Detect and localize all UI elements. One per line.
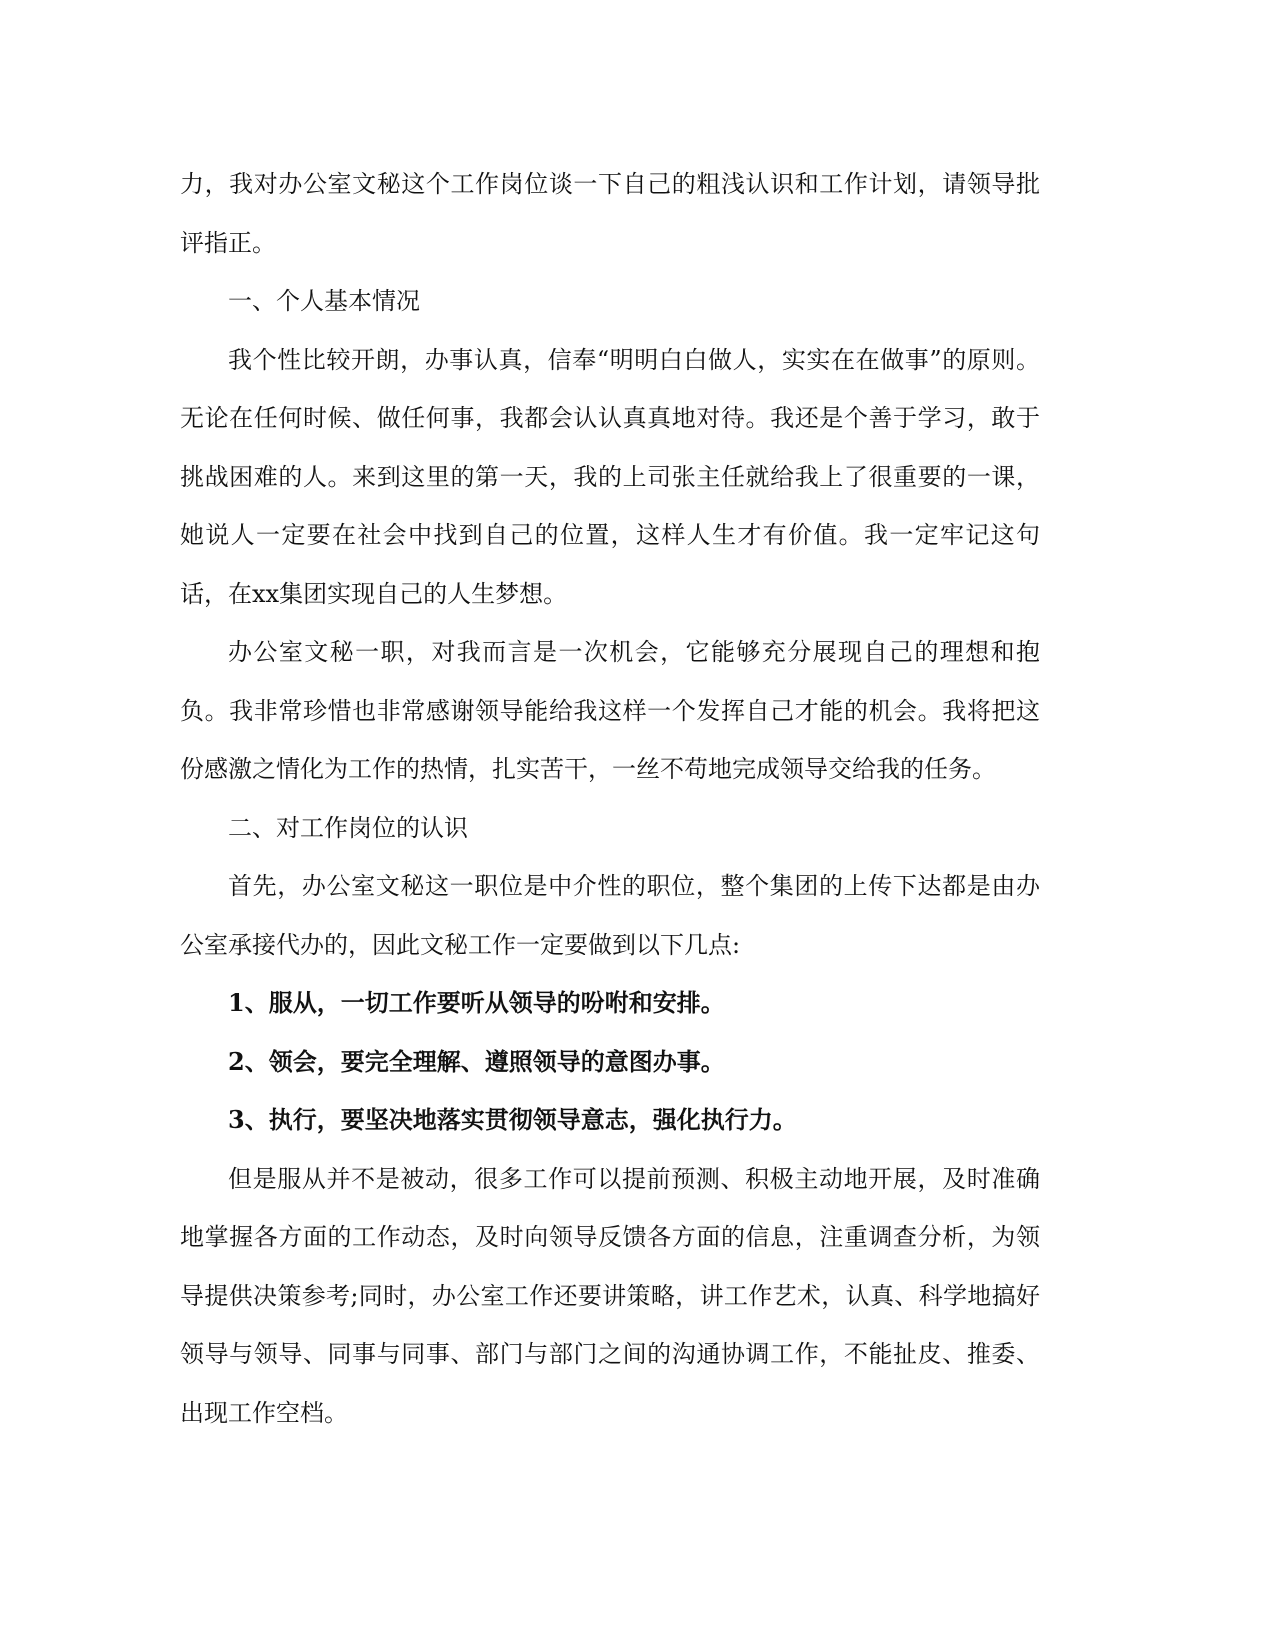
document-page: [180, 155, 1040, 1442]
section-heading-personal-info: 一、个人基本情况: [228, 287, 420, 315]
point-obey: 1、服从，一切工作要听从领导的吩咐和安排。: [228, 988, 725, 1017]
paragraph-personality: 我个性比较开朗，办事认真，信奉“明明白白做人，实实在在做事”的原则。无论在任何时候、做任何事，我都会认认真真地对待。我还是个善于学习，敢于挑战困难的人。来到这里的第一天，我的上司张主任就给我上了很重要的一课，她说人一定要在社会中找到自己的位置，这样人生才有价值。我一定牢记这句话，在xx集团实现自己的人生梦想。: [180, 345, 1040, 608]
paragraph-opportunity: 办公室文秘一职，对我而言是一次机会，它能够充分展现自己的理想和抱负。我非常珍惜也非常感谢领导能给我这样一个发挥自己才能的机会。我将把这份感激之情化为工作的热情，扎实苦干，一丝不苟地完成领导交给我的任务。: [180, 638, 1040, 783]
paragraph-proactive-work: 但是服从并不是被动，很多工作可以提前预测、积极主动地开展，及时准确地掌握各方面的工作动态，及时向领导反馈各方面的信息，注重调查分析，为领导提供决策参考;同时，办公室工作还要讲策略，讲工作艺术，认真、科学地搞好领导与领导、同事与同事、部门与部门之间的沟通协调工作，不能扯皮、推委、出现工作空档。: [180, 1164, 1040, 1427]
point-execute: 3、执行，要坚决地落实贯彻领导意志，强化执行力。: [228, 1105, 797, 1134]
paragraph-intermediary-role: 首先，办公室文秘这一职位是中介性的职位，整个集团的上传下达都是由办公室承接代办的，因此文秘工作一定要做到以下几点:: [180, 872, 1040, 959]
point-comprehend: 2、领会，要完全理解、遵照领导的意图办事。: [228, 1046, 725, 1076]
paragraph-intro-continuation: 力，我对办公室文秘这个工作岗位谈一下自己的粗浅认识和工作计划，请领导批评指正。: [180, 170, 1040, 257]
section-heading-job-understanding: 二、对工作岗位的认识: [228, 813, 468, 842]
